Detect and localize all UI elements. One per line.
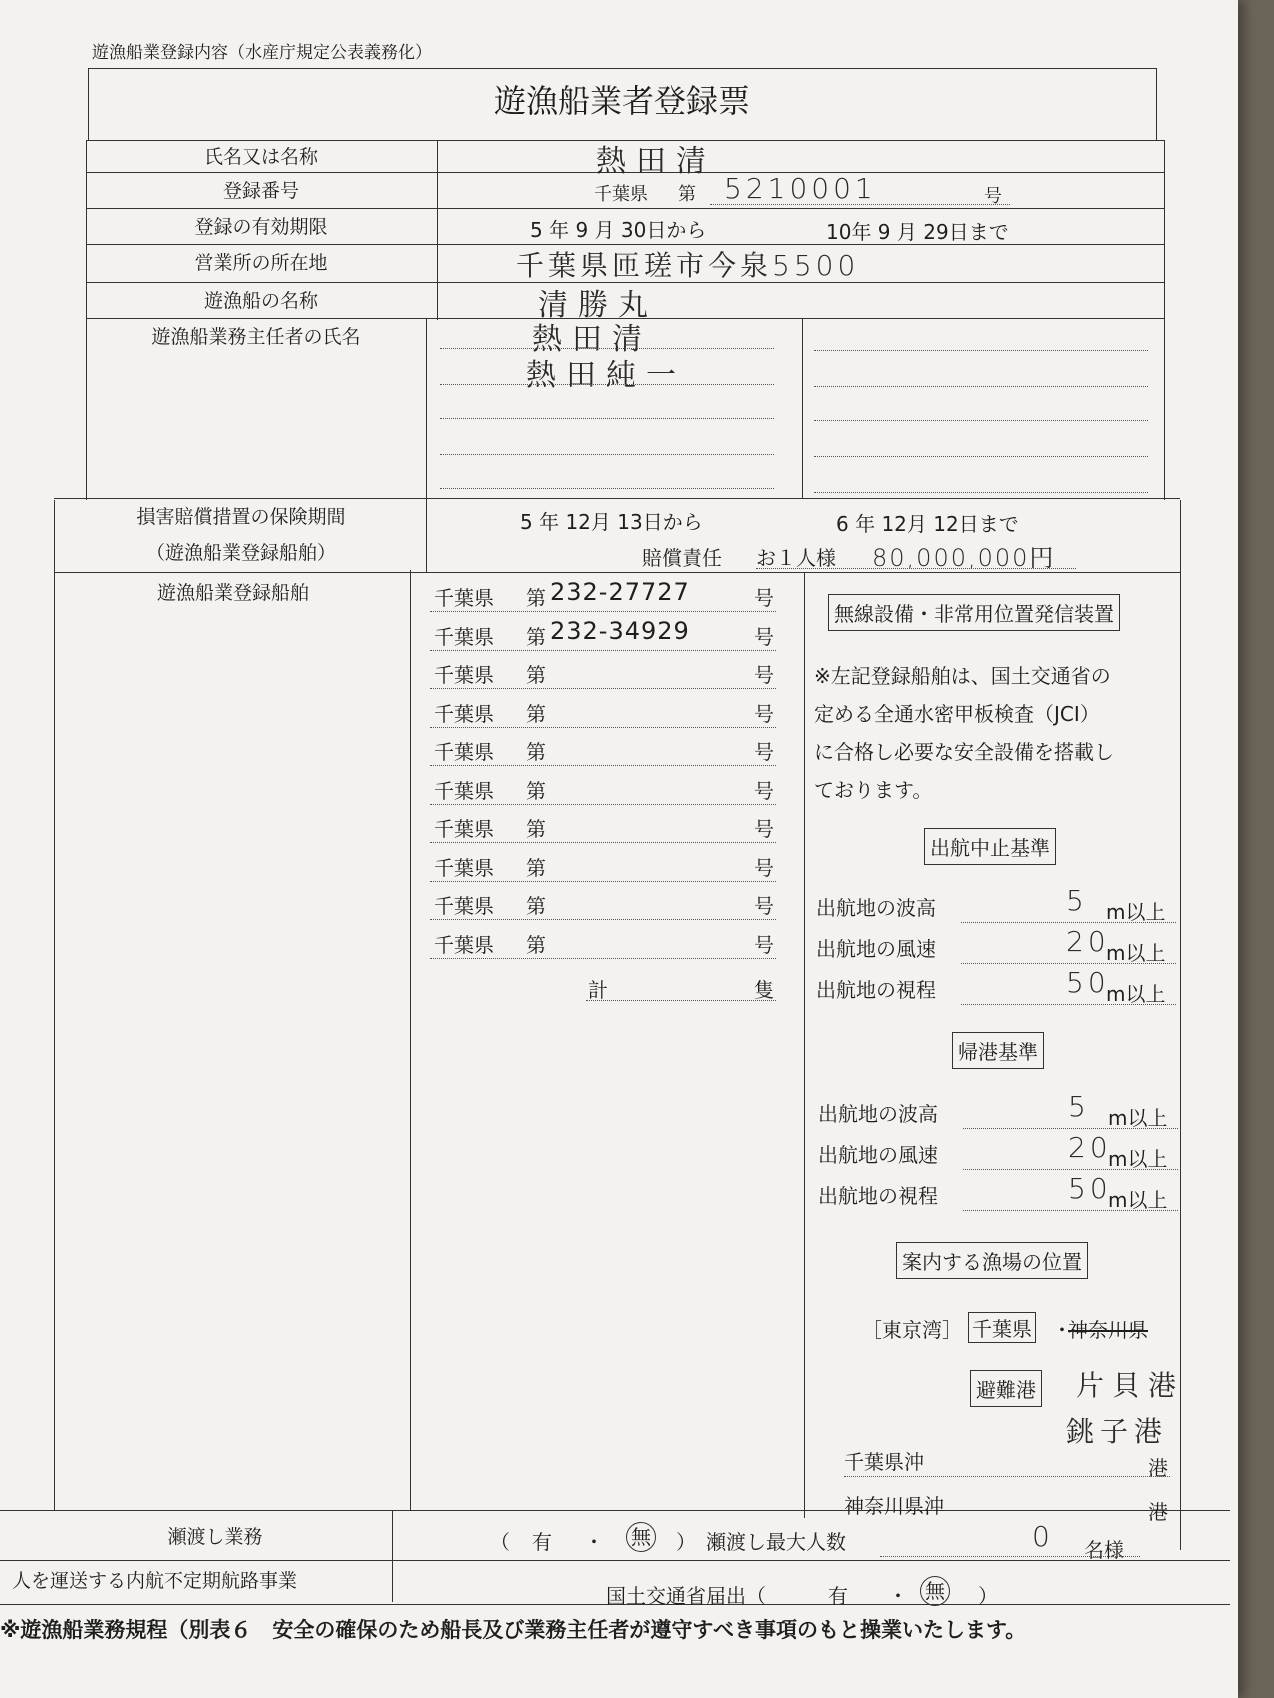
- footer-note: ※遊漁船業務規程（別表６ 安全の確保のため船長及び業務主任者が遵守すべき事項のもと操業いたします。: [0, 1618, 1027, 1642]
- chief-label: 遊漁船業務主任者の氏名: [151, 326, 361, 348]
- domestic-label: 人を運送する内航不定期航路事業: [12, 1570, 298, 1592]
- reg-no-pref: 千葉県: [594, 184, 648, 205]
- vessel-go: 号: [754, 855, 774, 880]
- vessel-pref: 千葉県: [434, 740, 494, 764]
- criteria-value: 5: [1066, 884, 1088, 917]
- liability-amount: 80,000,000円: [872, 544, 1056, 572]
- vessel-go: 号: [754, 586, 774, 610]
- reg-no-label: 登録番号: [222, 180, 299, 202]
- col-divider-mid: [426, 318, 427, 572]
- col-divider-footer: [392, 1510, 393, 1602]
- frame-right-title: [1156, 68, 1157, 140]
- domestic-dot: ・: [888, 1584, 908, 1608]
- chief-dotline-3: [440, 418, 774, 419]
- criteria-underline: [961, 1004, 1176, 1005]
- reg-no-dai: 第: [678, 184, 696, 205]
- criteria-value: 20: [1066, 925, 1110, 958]
- vessel-go: 号: [754, 663, 774, 687]
- inspection-line-4: ております。: [814, 778, 933, 802]
- criteria-value: 50: [1068, 1172, 1112, 1205]
- criteria-underline: [963, 1128, 1178, 1129]
- criteria-label: 出航地の風速: [818, 1143, 938, 1167]
- domestic-notice-label: 国土交通省届出（: [606, 1584, 766, 1608]
- fishing-area-tokyo: ［東京湾］: [862, 1318, 962, 1342]
- criteria-label: 出航地の波高: [816, 896, 936, 920]
- suspend-heading: 出航中止基準: [924, 828, 1056, 865]
- criteria-unit: m以上: [1106, 900, 1166, 924]
- criteria-unit: m以上: [1106, 982, 1166, 1006]
- vessel-pref: 千葉県: [434, 663, 494, 687]
- return-heading: 帰港基準: [952, 1032, 1044, 1069]
- vessel-pref: 千葉県: [434, 778, 494, 803]
- ferry-max-unit: 名様: [1084, 1538, 1124, 1562]
- ferry-max-label: 瀬渡し最大人数: [706, 1530, 846, 1554]
- vessel-underline: [430, 727, 776, 728]
- vessels-total-unit: 隻: [754, 978, 774, 1002]
- name-value: 熱田清: [596, 144, 716, 179]
- criteria-unit: m以上: [1108, 1106, 1168, 1130]
- criteria-label: 出航地の波高: [818, 1102, 938, 1126]
- vessel-number: 232-27727: [550, 578, 690, 606]
- chief-dotline-6: [814, 350, 1148, 351]
- criteria-underline: [961, 963, 1176, 964]
- vessel-go: 号: [754, 932, 774, 957]
- inspection-line-2: 定める全通水密甲板検査（JCI）: [814, 702, 1100, 726]
- domestic-no: 無: [920, 1576, 950, 1606]
- offshore-chiba-suffix: 港: [1148, 1456, 1168, 1480]
- chief-dotline-9: [814, 456, 1148, 457]
- domestic-yes: 有: [828, 1584, 848, 1608]
- vessel-go: 号: [754, 894, 774, 918]
- chief-dotline-4: [440, 454, 774, 455]
- ferry-label: 瀬渡し業務: [167, 1526, 263, 1548]
- header-note: 遊漁船業登録内容（水産庁規定公表義務化）: [92, 43, 432, 63]
- offshore-kanagawa-suffix: 港: [1148, 1500, 1168, 1524]
- office-label: 営業所の所在地: [194, 252, 328, 274]
- criteria-label: 出航地の視程: [818, 1184, 938, 1208]
- col-divider-top: [437, 140, 438, 320]
- criteria-underline: [963, 1210, 1178, 1211]
- vessel-dai: 第: [526, 663, 546, 687]
- row-line-7: [54, 498, 1180, 499]
- vessel-dai: 第: [526, 817, 546, 841]
- col-divider-bottom: [410, 570, 411, 1510]
- ferry-max-value: 0: [1032, 1520, 1054, 1553]
- vessel-dai: 第: [526, 855, 546, 880]
- vessel-underline: [430, 919, 776, 920]
- fishing-area-chiba: 千葉県: [968, 1312, 1036, 1343]
- chief-dotline-7: [814, 386, 1148, 387]
- reg-no-underline: [710, 204, 1010, 205]
- vessel-pref: 千葉県: [434, 586, 494, 610]
- name-label: 氏名又は名称: [203, 146, 318, 168]
- vessel-pref: 千葉県: [434, 855, 494, 880]
- ferry-dot: ・: [584, 1530, 604, 1554]
- inspection-line-3: に合格し必要な安全設備を搭載し: [814, 740, 1114, 764]
- refuge-port-2: 銚子港: [1066, 1415, 1169, 1448]
- criteria-unit: m以上: [1106, 941, 1166, 965]
- chief-2: 熱田純一: [526, 358, 686, 393]
- chief-dotline-1: [440, 348, 774, 349]
- vessel-go: 号: [754, 624, 774, 649]
- offshore-kanagawa: 神奈川県沖: [844, 1494, 944, 1518]
- ferry-paren-close: ）: [676, 1530, 696, 1554]
- chief-dotline-8: [814, 420, 1148, 421]
- vessel-underline: [430, 650, 776, 651]
- ferry-paren-open: （: [490, 1530, 510, 1554]
- frame-right-1: [1164, 140, 1165, 500]
- criteria-label: 出航地の風速: [816, 937, 936, 961]
- inspection-line-1: ※左記登録船舶は、国土交通省の: [814, 664, 1111, 688]
- chief-dotline-5: [440, 488, 774, 489]
- row-line-9: [0, 1510, 1230, 1511]
- domestic-paren-close: ）: [978, 1584, 998, 1608]
- vessel-underline: [430, 842, 776, 843]
- reg-no-value: 5210001: [724, 172, 877, 205]
- frame-left-3: [54, 570, 55, 1510]
- vessel-dai: 第: [526, 932, 546, 957]
- reg-no-go: 号: [984, 186, 1002, 207]
- per-person-label: お１人様: [756, 546, 836, 570]
- vessel-underline: [430, 804, 776, 805]
- vessel-dai: 第: [526, 740, 546, 764]
- col-divider-vessel: [804, 572, 805, 1518]
- criteria-label: 出航地の視程: [816, 978, 936, 1002]
- criteria-unit: m以上: [1108, 1147, 1168, 1171]
- criteria-underline: [961, 922, 1176, 923]
- radio-heading: 無線設備・非常用位置発信装置: [828, 594, 1120, 631]
- offshore-chiba: 千葉県沖: [844, 1450, 924, 1474]
- vessel-underline: [430, 688, 776, 689]
- boat-name-label: 遊漁船の名称: [203, 290, 318, 312]
- vessels-total-underline: [586, 1000, 776, 1001]
- office-value: 千葉県匝瑳市今泉5500: [516, 249, 860, 282]
- chief-dotline-2: [440, 384, 774, 385]
- ferry-no: 無: [626, 1522, 656, 1552]
- vessel-dai: 第: [526, 894, 546, 918]
- vessel-dai: 第: [526, 701, 546, 726]
- vessel-go: 号: [754, 817, 774, 841]
- chief-1: 熱田清: [532, 322, 652, 357]
- criteria-value: 5: [1068, 1090, 1090, 1123]
- vessel-go: 号: [754, 778, 774, 803]
- ferry-max-underline: [880, 1556, 1140, 1557]
- chief-dotline-10: [814, 492, 1148, 493]
- vessels-label: 遊漁船業登録船舶: [156, 582, 309, 604]
- vessel-pref: 千葉県: [434, 894, 494, 918]
- criteria-unit: m以上: [1108, 1188, 1168, 1212]
- refuge-port-1: 片貝港: [1076, 1369, 1185, 1402]
- vessel-pref: 千葉県: [434, 932, 494, 957]
- frame-top: [88, 68, 1156, 69]
- insurance-to: 6 年 12月 12日まで: [836, 512, 1019, 536]
- vessel-number: 232-34929: [550, 616, 690, 645]
- vessel-pref: 千葉県: [434, 701, 494, 726]
- fishing-heading: 案内する漁場の位置: [896, 1242, 1088, 1279]
- vessel-underline: [430, 881, 776, 882]
- vessels-total-label: 計: [588, 978, 608, 1002]
- vessel-underline: [430, 611, 776, 612]
- col-divider-chief: [802, 318, 803, 498]
- vessel-dai: 第: [526, 624, 546, 649]
- criteria-value: 20: [1068, 1131, 1112, 1164]
- insurance-label-1: 損害賠償措置の保険期間: [136, 506, 346, 528]
- fishing-area-sep: ・: [1052, 1318, 1072, 1342]
- row-line-3: [86, 208, 1164, 209]
- row-line-10: [0, 1560, 1230, 1561]
- vessel-dai: 第: [526, 778, 546, 803]
- vessel-pref: 千葉県: [434, 817, 494, 841]
- vessel-underline: [430, 765, 776, 766]
- offshore-chiba-underline: [844, 1476, 1170, 1477]
- fishing-area-kanagawa: 神奈川県: [1068, 1318, 1148, 1342]
- form-title: 遊漁船業者登録票: [493, 82, 750, 120]
- ferry-yes: 有: [532, 1530, 552, 1554]
- validity-label: 登録の有効期限: [194, 216, 328, 238]
- boat-name-value: 清勝丸: [538, 288, 658, 323]
- vessel-pref: 千葉県: [434, 624, 494, 649]
- insurance-label-2: （遊漁船業登録船舶）: [145, 542, 336, 564]
- liability-label: 賠償責任: [642, 546, 722, 570]
- refuge-heading: 避難港: [970, 1370, 1042, 1407]
- validity-to: 10年 9 月 29日まで: [826, 220, 1009, 244]
- vessel-underline: [430, 958, 776, 959]
- liability-underline: [756, 568, 1076, 569]
- validity-from: 5 年 9 月 30日から: [530, 218, 707, 242]
- insurance-from: 5 年 12月 13日から: [520, 510, 703, 534]
- vessel-dai: 第: [526, 586, 546, 610]
- vessel-go: 号: [754, 701, 774, 726]
- criteria-underline: [963, 1169, 1178, 1170]
- criteria-value: 50: [1066, 966, 1110, 999]
- vessel-go: 号: [754, 740, 774, 764]
